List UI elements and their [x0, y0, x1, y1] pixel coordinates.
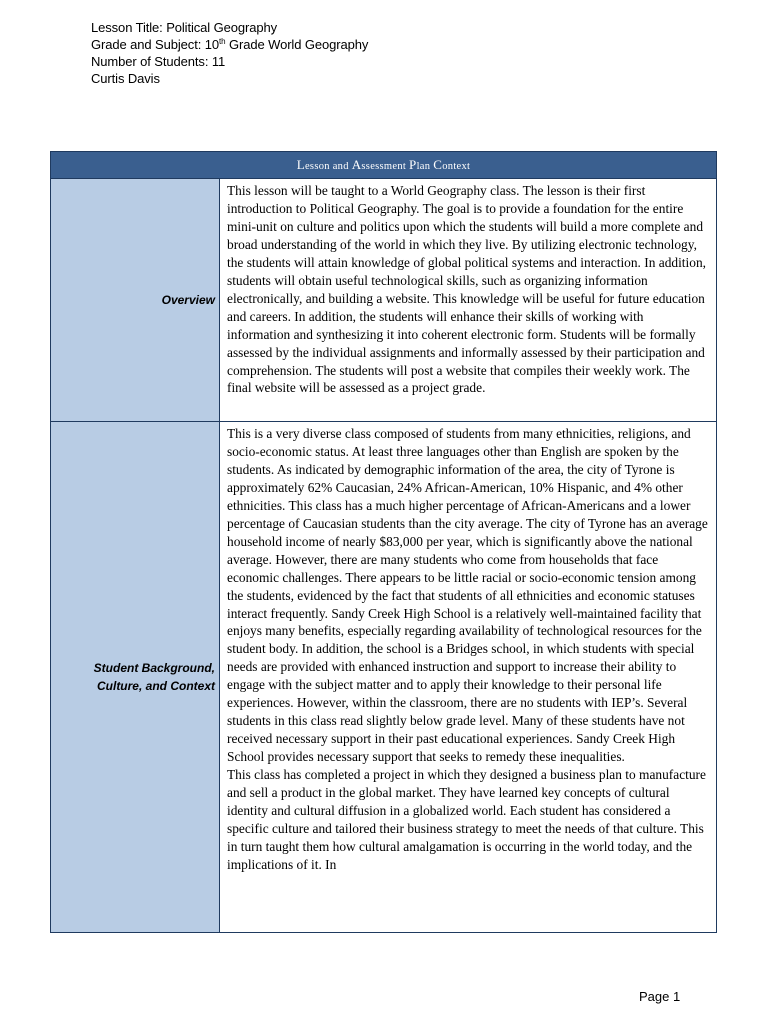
number-of-students: Number of Students: 11 [91, 54, 226, 69]
grade-suffix: Grade World Geography [225, 37, 369, 52]
table-row-overview [51, 179, 716, 421]
paragraph: This class has completed a project in which they designed a business plan to manufacture and sell a product in the global market. They have learned key concepts of cultural identity and cultural diffusion in a globalized world. Each student has considered a specific culture and tailored their business strategy to meet the needs of that culture. This in turn taught them how cultural amalgamation is occurring in the world today, and the implications of it. In [227, 767, 706, 872]
row-content [220, 179, 716, 421]
row-label: Overview [51, 179, 220, 421]
table-title: Lesson and Assessment Plan Context [51, 152, 716, 179]
row-label: Student Background, Culture, and Context [51, 422, 220, 932]
author-name: Curtis Davis [91, 71, 160, 86]
grade-and-subject [91, 36, 368, 53]
page-number: Page 1 [639, 989, 681, 1004]
lesson-title: Lesson Title: Political Geography [91, 20, 278, 35]
table-row-student-background [51, 421, 716, 932]
paragraph: This is a very diverse class composed of students from many ethnicities, religions, and socio-economic status. At least three languages other than English are spoken by the students. As indicated by demographic information of the area, the city of Tyrone is approximately 62% Caucasian, 24% African-American, 10% Hispanic, and 4% other ethnicities. This class has a much higher percentage of African-Americans and a lower percentage of Caucasian students than the city average. The city of Tyrone has an average household income of nearly $83,000 per year, which is significantly above the national average. However, there are many students who come from households that face economic challenges. There appears to be little racial or socio-economic tension among the students, evidenced by the fact that students of all ethnicities and economic statuses interact frequently. Sandy Creek High School is a relatively well-maintained facility that enjoys many benefits, especially regarding availability of technological resources for the student body. In addition, the school is a Bridges school, in which students with special needs are provided with enhanced instruction and support to increase their ability to engage with the subject matter and to apply their knowledge to their personal life experiences. However, within the classroom, there are no students with IEP’s. Several students in this class read slightly below grade level. Many of these students have not received necessary support in their past educational experiences. Sandy Creek High School provides necessary support that seeks to remedy these inequalities. [227, 426, 708, 765]
lesson-header [91, 19, 368, 87]
lesson-plan-context-table [50, 151, 717, 933]
paragraph: This lesson will be taught to a World Geography class. The lesson is their first introduction to Political Geography. The goal is to provide a foundation for the entire mini-unit on culture and politics upon which the students will build a more complete and broad understanding of the world in which they live. By utilizing electronic technology, the students will attain knowledge of global political systems and interaction. In addition, students will obtain useful technological skills, such as organizing information electronically, and building a website. This knowledge will be useful for future education and careers. In addition, the students will enhance their skills of working with information and synthesizing it into coherent electronic form. Students will be formally assessed by the individual assignments and informally assessed by their participation and comprehension. The students will post a website that compiles their weekly work. The final website will be assessed as a project grade. [227, 183, 706, 396]
row-content [220, 422, 716, 932]
grade-ordinal-suffix: th [219, 37, 226, 46]
grade-prefix: Grade and Subject: 10 [91, 37, 219, 52]
